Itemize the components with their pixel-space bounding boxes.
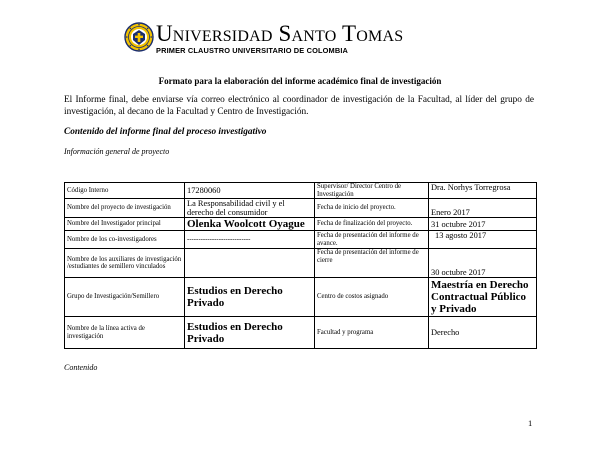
- table-row: [65, 218, 537, 231]
- table-row: [65, 183, 537, 199]
- subsection-title: Información general de proyecto: [64, 147, 170, 156]
- label-codigo-interno: Código Interno: [65, 183, 185, 199]
- value-auxiliares: [185, 249, 315, 278]
- label-auxiliares: Nombre de los auxiliares de investigación /estudiantes de semillero vinculados: [65, 249, 185, 278]
- table-row: [65, 199, 537, 218]
- table-row: [65, 317, 537, 349]
- page-number: 1: [528, 418, 533, 428]
- section-title: Contenido del informe final del proceso investigativo: [64, 127, 267, 137]
- table-row: [65, 249, 537, 278]
- project-info-table: [64, 182, 537, 349]
- value-supervisor: Dra. Norhys Torregrosa: [429, 183, 537, 199]
- label-facultad-programa: Facultad y programa: [315, 317, 429, 349]
- university-seal-icon: [124, 22, 154, 52]
- label-investigador-principal: Nombre del Investigador principal: [65, 218, 185, 231]
- label-co-investigadores: Nombre de los co-investigadores: [65, 231, 185, 249]
- label-fecha-inicio: Fecha de inicio del proyecto.: [315, 199, 429, 218]
- label-grupo-investigacion: Grupo de Investigación/Semillero: [65, 278, 185, 317]
- value-facultad-programa: Derecho: [429, 317, 537, 349]
- value-fecha-avance: 13 agosto 2017: [429, 231, 537, 249]
- value-fecha-cierre: 30 octubre 2017: [429, 249, 537, 278]
- intro-paragraph: El Informe final, debe enviarse vía correo electrónico al coordinador de investigación de la Facultad, al líder del grupo de investigación, al decano de la Facultad y Centro de Investigación.: [64, 95, 534, 117]
- university-name: Universidad Santo Tomas: [156, 21, 404, 46]
- label-fecha-cierre: Fecha de presentación del informe de cierre: [315, 249, 429, 278]
- university-logo: [124, 22, 480, 56]
- value-linea-investigacion: Estudios en Derecho Privado: [185, 317, 315, 349]
- contenido-label: Contenido: [64, 363, 98, 372]
- value-codigo-interno: 17280060: [185, 183, 315, 199]
- value-investigador-principal: Olenka Woolcott Oyague: [185, 218, 315, 231]
- label-centro-costos: Centro de costos asignado: [315, 278, 429, 317]
- table-row: [65, 231, 537, 249]
- label-linea-investigacion: Nombre de la línea activa de investigación: [65, 317, 185, 349]
- table-row: [65, 278, 537, 317]
- label-nombre-proyecto: Nombre del proyecto de investigación: [65, 199, 185, 218]
- value-grupo-investigacion: Estudios en Derecho Privado: [185, 278, 315, 317]
- value-nombre-proyecto: La Responsabilidad civil y el derecho del consumidor: [185, 199, 315, 218]
- value-fecha-inicio: Enero 2017: [429, 199, 537, 218]
- value-co-investigadores: ----------------------------: [185, 231, 315, 249]
- label-supervisor: Supervisor/ Director Centro de Investigación: [315, 183, 429, 199]
- value-centro-costos: Maestría en Derecho Contractual Público y Privado: [429, 278, 537, 317]
- label-fecha-finalizacion: Fecha de finalización del proyecto.: [315, 218, 429, 231]
- label-fecha-avance: Fecha de presentación del informe de avance.: [315, 231, 429, 249]
- document-title: Formato para la elaboración del informe académico final de investigación: [158, 76, 442, 86]
- value-fecha-finalizacion: 31 octubre 2017: [429, 218, 537, 231]
- university-subtitle: PRIMER CLAUSTRO UNIVERSITARIO DE COLOMBIA: [156, 46, 349, 55]
